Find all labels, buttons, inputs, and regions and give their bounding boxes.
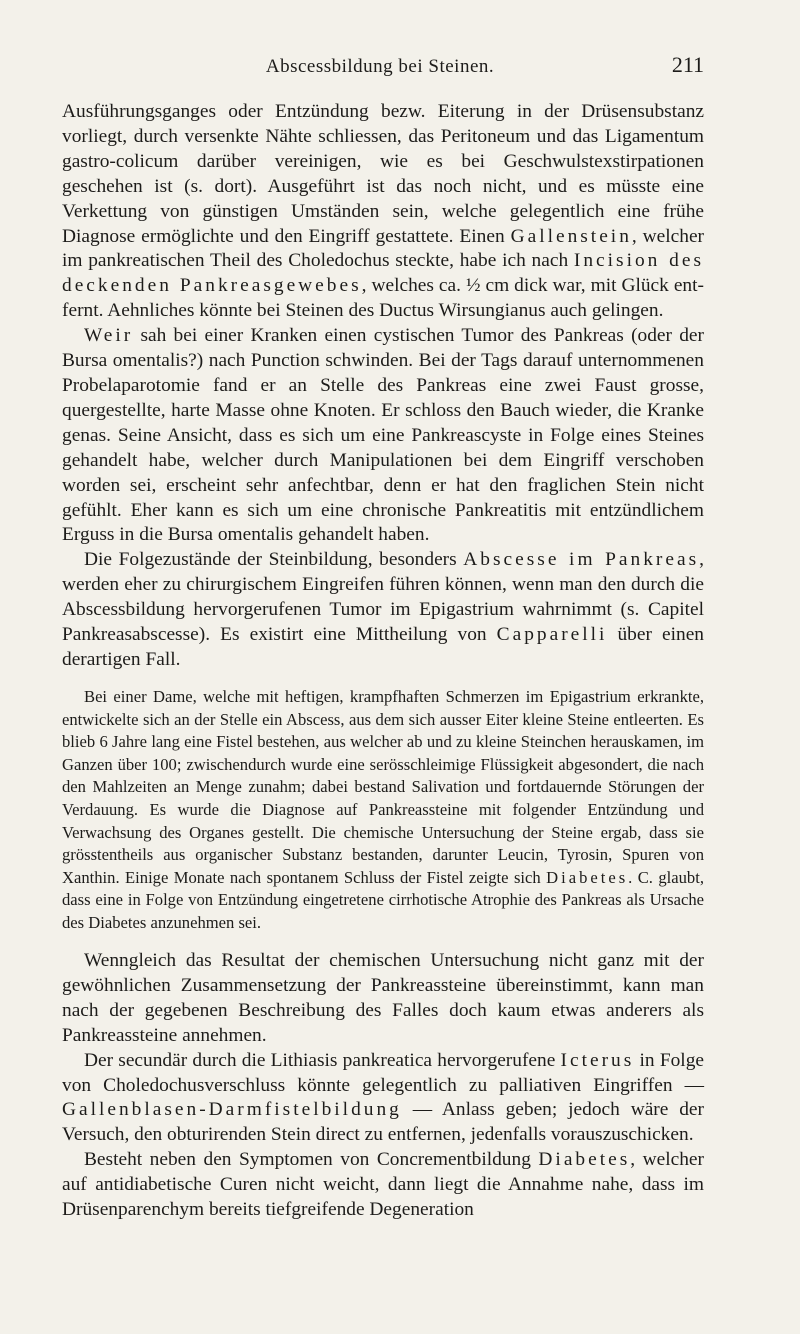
- text-run: Bei einer Dame, welche mit heftigen, krampfhaften Schmerzen im Epigastrium erkrankte, entwickelte sich an der Stelle ein Abscess, aus dem sich ausser Eiter kleine Steine entleerten. Es blieb 6 Jahre lang eine Fistel bestehen, aus welcher ab und zu kleine Steinchen herauskamen, im Ganzen über 100; zwischendurch wurde eine serösschleimige Flüssigkeit abgesondert, die nach den Mahlzeiten an Menge zunahm; dabei bestand Salivation und fortdauernde Störungen der Verdauung. Es wurde die Diagnose auf Pankreassteine mit folgender Entzündung und Verwachsung des Organes gestellt. Die chemische Untersuchung der Steine ergab, dass sie grösstentheils aus organischer Substanz bestanden, darunter Leucin, Tyrosin, Spuren von Xanthin. Einige Monate nach spontanem Schluss der Fistel zeigte sich: [62, 687, 704, 887]
- main-text-upper: [62, 100, 704, 673]
- text-run: . C. glaubt, dass eine in Folge von Entzündung eingetretene cirrhotische Atrophie des Pankreas als Ursache des Diabetes anzunehmen sei.: [62, 867, 704, 932]
- paragraph: [62, 1049, 704, 1149]
- text-run: — Anlass geben; jedoch wäre der Versuch, den obturirenden Stein direct zu entfernen, jedenfalls vorauszuschicken.: [62, 1099, 704, 1146]
- text-run: Ausführungsganges oder Entzündung bezw. Eiterung in der Drüsensubstanz vorliegt, durch versenkte Nähte schliessen, das Peritoneum und das Ligamentum gastro-colicum darüber vereinigen, wie es bei Geschwulstexstirpationen geschehen ist (s. dort). Ausgeführt ist das noch nicht, und es müsste eine Verkettung von günstigen Umständen sein, welche gelegentlich eine frühe Diagnose ermöglichte und den Eingriff gestattete. Einen: [62, 101, 704, 247]
- running-head: Abscessbildung bei Steinen.: [265, 56, 495, 77]
- spaced-emphasis-text: Gallenblasen-Darmfistelbildung: [62, 1099, 402, 1121]
- text-run: Besteht neben den Symptomen von Concrementbildung: [84, 1149, 539, 1171]
- spaced-emphasis-text: Capparelli: [496, 624, 608, 646]
- main-text-lower: [62, 949, 704, 1223]
- spaced-emphasis-text: Weir: [84, 325, 134, 347]
- spaced-emphasis-text: Gallenstein: [510, 225, 632, 247]
- text-run: sah bei einer Kranken einen cystischen Tumor des Pankreas (oder der Bursa omentalis?) nach Punction schwinden. Bei der Tags darauf unternommenen Probelaparotomie fand er an Stelle des Pankreas eine zwei Faust grosse, quergestellte, harte Masse ohne Knoten. Er schloss den Bauch wieder, die Kranke genas. Seine Ansicht, dass es sich um eine Pankreascyste in Folge eines Steines gehandelt habe, welcher durch Manipulationen bei dem Eingriff verschoben worden sei, erscheint sehr anfechtbar, denn er hat den fraglichen Stein nicht gefühlt. Eher kann es sich um eine chronische Pankreatitis mit entzündlichem Erguss in die Bursa omentalis gehandelt haben.: [62, 325, 704, 546]
- text-run: , welches ca. ½ cm dick war, mit Glück entfernt. Aehnliches könnte bei Steinen des Ductus Wirsungianus auch gelingen.: [62, 275, 704, 322]
- spaced-emphasis-text: Diabetes: [538, 1149, 631, 1171]
- spaced-emphasis-text: Diabetes: [546, 867, 629, 887]
- text-run: in Folge von Choledochusverschluss könnte gelegentlich zu palliativen Eingriffen —: [62, 1049, 704, 1096]
- text-run: Die Folgezustände der Steinbildung, besonders: [84, 549, 464, 571]
- spaced-emphasis-text: Abscesse im Pankreas: [463, 549, 700, 571]
- text-run: , werden eher zu chirurgischem Eingreifen führen können, wenn man den durch die Abscessbildung hervorgerufenen Tumor im Epigastrium wahrnimmt (s. Capitel Pankreasabscesse). Es existirt eine Mittheilung von: [62, 549, 704, 646]
- text-run: , welcher im pankreatischen Theil des Choledochus steckte, habe ich nach: [62, 225, 705, 272]
- paragraph: [62, 1148, 704, 1223]
- paragraph: [62, 324, 704, 548]
- text-run: , welcher auf antidiabetische Curen nicht weicht, dann liegt die Annahme nahe, dass im Drüsenparenchym bereits tiefgreifende Degeneration: [62, 1149, 704, 1221]
- paragraph: [62, 548, 704, 673]
- text-run: über einen derartigen Fall.: [62, 624, 704, 670]
- text-run: Der secundär durch die Lithiasis pankreatica hervorgerufene: [84, 1049, 561, 1071]
- page-number: 211: [671, 52, 704, 77]
- paragraph: [62, 686, 704, 935]
- case-report-small-print: [62, 686, 704, 935]
- paragraph: [62, 100, 704, 324]
- spaced-emphasis-text: Incision des deckenden Pankreasgewebes: [62, 250, 704, 297]
- text-run: Wenngleich das Resultat der chemischen Untersuchung nicht ganz mit der gewöhnlichen Zusammensetzung der Pankreassteine übereinstimmt, kann man nach der gegebenen Beschreibung des Falles doch kaum etwas anderers als Pankreassteine annehmen.: [62, 950, 704, 1046]
- spaced-emphasis-text: Icterus: [560, 1049, 635, 1071]
- page-header: [60, 50, 704, 90]
- paragraph: [62, 949, 704, 1049]
